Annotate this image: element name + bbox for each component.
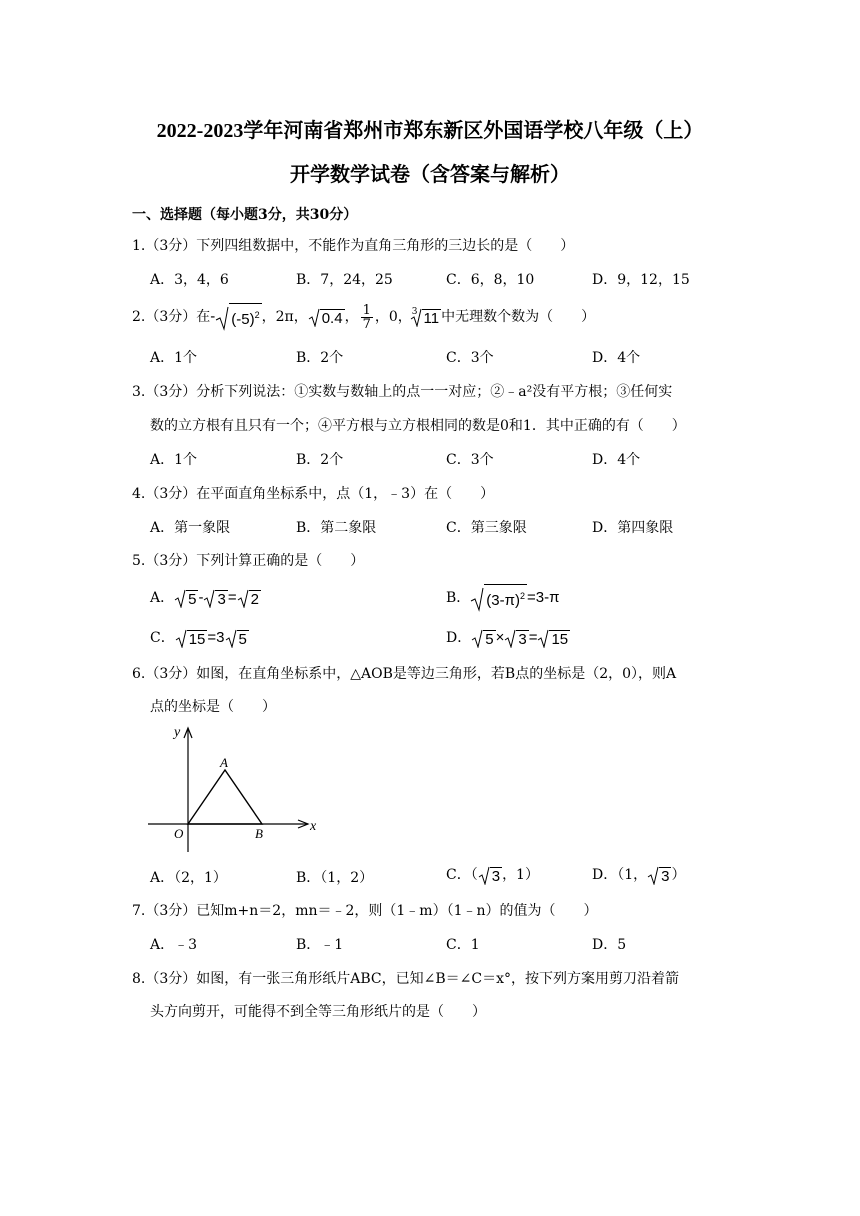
question-7-stem: 7.（3分）已知m+n＝2，mn＝﹣2，则（1﹣m）（1﹣n）的值为（ ） bbox=[132, 903, 598, 919]
q3-option-c: C．3个 bbox=[446, 452, 494, 468]
fraction-one-seventh: $\frac{1}{7}$ bbox=[362, 302, 371, 332]
q4-option-c: C．第三象限 bbox=[446, 520, 527, 536]
q7-option-c: C．1 bbox=[446, 937, 480, 953]
q2-option-a: A．1个 bbox=[150, 350, 198, 366]
q6-option-c: C．（ 3 ，1） bbox=[446, 867, 539, 885]
q5-option-c: C． 15 =3 5 bbox=[150, 629, 247, 648]
q2-option-c: C．3个 bbox=[446, 350, 494, 366]
point-b-label: B bbox=[255, 826, 263, 841]
axis-x-label: x bbox=[310, 819, 317, 834]
point-o-label: O bbox=[174, 826, 184, 841]
question-6-stem-line1: 6.（3分）如图，在直角坐标系中，△AOB是等边三角形，若B点的坐标是（2，0），则A bbox=[132, 666, 677, 682]
question-2-stem: 2.（3分）在 - $(-5)^2$ ，2π， 0.4 ， $\frac{1}{7}$ ，0， 3 11 中无理数个数为（ ） bbox=[132, 302, 596, 332]
q6-option-b: B．（1，2） bbox=[296, 870, 374, 886]
equilateral-triangle-figure bbox=[140, 720, 330, 860]
q4-option-d: D．第四象限 bbox=[592, 520, 674, 536]
q3-option-b: B．2个 bbox=[296, 452, 344, 468]
q7-option-d: D．5 bbox=[592, 937, 627, 953]
q5-option-d: D． 5 × 3 = 15 bbox=[446, 629, 569, 648]
sqrt-neg5-squared: $(-5)^2$ bbox=[215, 303, 261, 331]
q2-option-d: D．4个 bbox=[592, 350, 641, 366]
cube-root-11: 11 bbox=[410, 307, 442, 327]
q7-option-b: B．﹣1 bbox=[296, 937, 344, 953]
page-title: 2022-2023学年河南省郑州市郑东新区外国语学校八年级（上） bbox=[156, 120, 704, 142]
q2-option-b: B．2个 bbox=[296, 350, 344, 366]
question-8-stem-line2: 头方向剪开，可能得不到全等三角形纸片的是（ ） bbox=[150, 1004, 486, 1020]
section-title: 一、选择题（每小题3分，共30分） bbox=[132, 207, 358, 223]
question-6-stem-line2: 点的坐标是（ ） bbox=[150, 699, 276, 715]
q6-option-d: D．（1， 3 ） bbox=[592, 867, 686, 885]
axis-y-label: y bbox=[174, 725, 181, 740]
point-a-label: A bbox=[220, 755, 228, 770]
q4-option-b: B．第二象限 bbox=[296, 520, 377, 536]
question-3-stem-line2: 数的立方根有且只有一个；④平方根与立方根相同的数是0和1．其中正确的有（ ） bbox=[150, 418, 686, 434]
q1-option-a: A．3，4，6 bbox=[150, 272, 229, 288]
question-8-stem-line1: 8.（3分）如图，有一张三角形纸片ABC，已知∠B＝∠C＝x°，按下列方案用剪刀沿着箭 bbox=[132, 971, 679, 987]
question-1-stem: 1.（3分）下列四组数据中，不能作为直角三角形的三边长的是（ ） bbox=[132, 238, 575, 254]
q1-option-d: D．9，12，15 bbox=[592, 272, 690, 288]
q6-option-a: A．（2，1） bbox=[150, 870, 227, 886]
question-3-stem-line1: 3.（3分）分析下列说法：①实数与数轴上的点一一对应；②﹣a²没有平方根；③任何实 bbox=[132, 384, 673, 400]
q4-option-a: A．第一象限 bbox=[150, 520, 231, 536]
q1-option-c: C．6，8，10 bbox=[446, 272, 535, 288]
q5-option-a: A． 5 - 3 = 2 bbox=[150, 589, 259, 608]
question-5-stem: 5.（3分）下列计算正确的是（ ） bbox=[132, 553, 365, 569]
question-4-stem: 4.（3分）在平面直角坐标系中，点（1，﹣3）在（ ） bbox=[132, 486, 495, 502]
q3-option-d: D．4个 bbox=[592, 452, 641, 468]
cube-root-index: 3 bbox=[411, 307, 418, 317]
q5-option-b: B． $(3-\pi)^2$ =3-π bbox=[446, 584, 559, 612]
page-subtitle: 开学数学试卷（含答案与解析） bbox=[290, 164, 570, 186]
q7-option-a: A．﹣3 bbox=[150, 937, 198, 953]
sqrt-0-4: 0.4 bbox=[308, 307, 345, 327]
q1-option-b: B．7，24，25 bbox=[296, 272, 393, 288]
q3-option-a: A．1个 bbox=[150, 452, 198, 468]
